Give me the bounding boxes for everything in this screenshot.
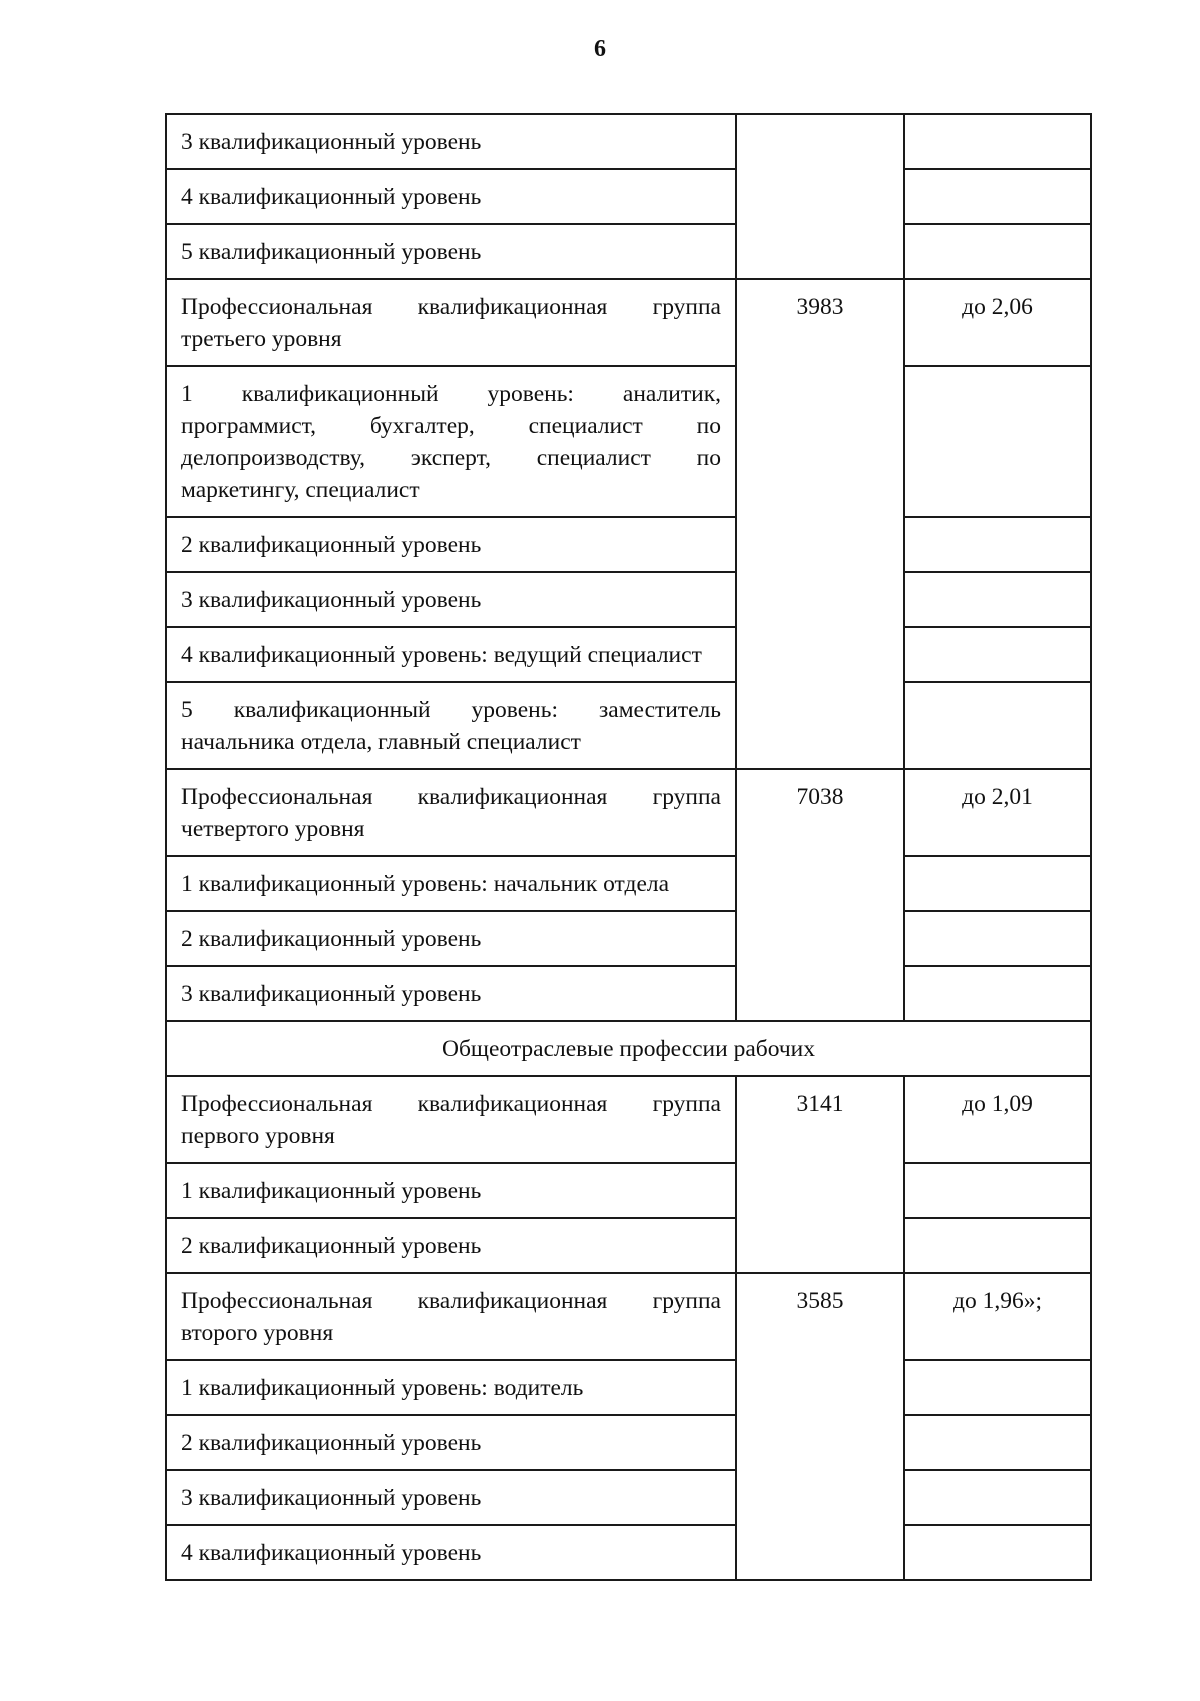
table-row xyxy=(166,517,1091,572)
coef-cell-empty xyxy=(904,1163,1091,1218)
table-row xyxy=(166,856,1091,911)
table-row xyxy=(166,1273,1091,1360)
level-cell: 4 квалификационный уровень xyxy=(166,169,736,224)
coef-cell: до 2,01 xyxy=(904,769,1091,856)
level-cell: 2 квалификационный уровень xyxy=(166,1415,736,1470)
salary-cell-empty xyxy=(736,114,904,279)
table-row xyxy=(166,627,1091,682)
coef-cell-empty xyxy=(904,114,1091,169)
coef-cell-empty xyxy=(904,966,1091,1021)
coef-cell: до 2,06 xyxy=(904,279,1091,366)
page-number: 6 xyxy=(594,36,606,62)
table-row xyxy=(166,279,1091,366)
salary-cell: 3585 xyxy=(736,1273,904,1580)
level-cell: 1 квалификационный уровень: начальник отдела xyxy=(166,856,736,911)
level-cell: 2 квалификационный уровень xyxy=(166,517,736,572)
level-cell: 3 квалификационный уровень xyxy=(166,114,736,169)
coef-cell-empty xyxy=(904,517,1091,572)
coef-cell-empty xyxy=(904,1470,1091,1525)
coef-cell-empty xyxy=(904,169,1091,224)
level-cell: 3 квалификационный уровень xyxy=(166,572,736,627)
group-title-cell: Профессиональная квалификационная группа четвертого уровня xyxy=(166,769,736,856)
group-title-cell: Профессиональная квалификационная группа третьего уровня xyxy=(166,279,736,366)
group-title-cell: Профессиональная квалификационная группа первого уровня xyxy=(166,1076,736,1163)
coef-cell: до 1,09 xyxy=(904,1076,1091,1163)
table-row xyxy=(166,1470,1091,1525)
salary-cell: 3141 xyxy=(736,1076,904,1273)
level-cell: 3 квалификационный уровень xyxy=(166,966,736,1021)
coef-cell-empty xyxy=(904,366,1091,517)
table-row xyxy=(166,1163,1091,1218)
level-cell: 1 квалификационный уровень xyxy=(166,1163,736,1218)
salary-cell: 7038 xyxy=(736,769,904,1021)
table-row xyxy=(166,1525,1091,1580)
salary-cell: 3983 xyxy=(736,279,904,769)
level-cell: 5 квалификационный уровень: заместитель начальника отдела, главный специалист xyxy=(166,682,736,769)
coef-cell-empty xyxy=(904,224,1091,279)
coef-cell: до 1,96»; xyxy=(904,1273,1091,1360)
group-title-cell: Профессиональная квалификационная группа второго уровня xyxy=(166,1273,736,1360)
coef-cell-empty xyxy=(904,682,1091,769)
coef-cell-empty xyxy=(904,911,1091,966)
level-cell: 4 квалификационный уровень: ведущий специалист xyxy=(166,627,736,682)
coef-cell-empty xyxy=(904,627,1091,682)
table-row xyxy=(166,1076,1091,1163)
section-title: Общеотраслевые профессии рабочих xyxy=(166,1021,1091,1076)
table-row xyxy=(166,682,1091,769)
table-row xyxy=(166,911,1091,966)
level-cell: 5 квалификационный уровень xyxy=(166,224,736,279)
level-cell: 1 квалификационный уровень: аналитик, программист, бухгалтер, специалист по делопроизводству, эксперт, специалист по маркетингу, специалист xyxy=(166,366,736,517)
coef-cell-empty xyxy=(904,1218,1091,1273)
table-row xyxy=(166,224,1091,279)
level-cell: 4 квалификационный уровень xyxy=(166,1525,736,1580)
qualification-table xyxy=(165,113,1092,1581)
table-row xyxy=(166,1218,1091,1273)
level-cell: 3 квалификационный уровень xyxy=(166,1470,736,1525)
table-row xyxy=(166,1415,1091,1470)
table-row xyxy=(166,1360,1091,1415)
table-row xyxy=(166,366,1091,517)
level-cell: 2 квалификационный уровень xyxy=(166,911,736,966)
table-row xyxy=(166,966,1091,1021)
level-cell: 2 квалификационный уровень xyxy=(166,1218,736,1273)
coef-cell-empty xyxy=(904,1360,1091,1415)
coef-cell-empty xyxy=(904,1415,1091,1470)
table-row xyxy=(166,572,1091,627)
section-header-row xyxy=(166,1021,1091,1076)
table-row xyxy=(166,169,1091,224)
coef-cell-empty xyxy=(904,856,1091,911)
table-row xyxy=(166,769,1091,856)
level-cell: 1 квалификационный уровень: водитель xyxy=(166,1360,736,1415)
coef-cell-empty xyxy=(904,1525,1091,1580)
table-row xyxy=(166,114,1091,169)
coef-cell-empty xyxy=(904,572,1091,627)
